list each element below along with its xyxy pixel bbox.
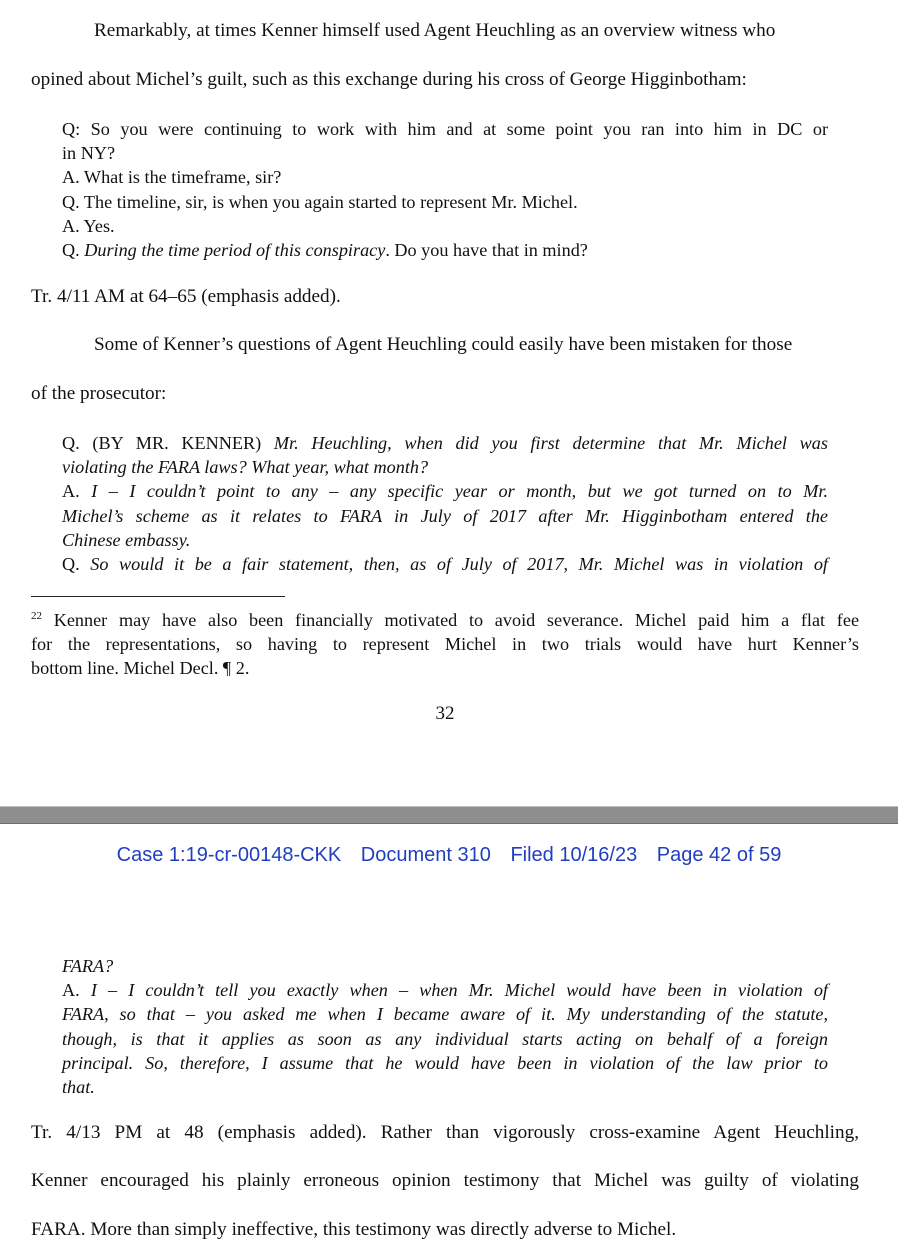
quote-3-line: A. I – I couldn’t tell you exactly when – when Mr. Michel would have been in violation of (62, 980, 828, 1001)
footnote-number: 22 (31, 610, 42, 622)
quote-3-line: principal. So, therefore, I assume that he would have been in violation of the law prior to (62, 1052, 828, 1073)
paragraph-1-line-2: opined about Michel’s guilt, such as this exchange during his cross of George Higginbotham: (31, 69, 747, 90)
quote-1-line: A. What is the timeframe, sir? (62, 167, 282, 188)
quote-2-line: Michel’s scheme as it relates to FARA in July of 2017 after Mr. Higginbotham entered the (62, 505, 828, 526)
quote-2-line: Q. (BY MR. KENNER) Mr. Heuchling, when did you first determine that Mr. Michel was (62, 433, 828, 453)
paragraph-1-line-1: Remarkably, at times Kenner himself used Agent Heuchling as an overview witness who (94, 20, 776, 41)
paragraph-3-line-2: Kenner encouraged his plainly erroneous opinion testimony that Michel was guilty of violating (31, 1170, 859, 1191)
quote-3-line: though, is that it applies as soon as any individual starts acting on behalf of a foreign (62, 1028, 828, 1049)
paragraph-3-line-1: Tr. 4/13 PM at 48 (emphasis added). Rather than vigorously cross-examine Agent Heuchling, (31, 1122, 859, 1143)
quote-2-line: violating the FARA laws? What year, what month? (62, 457, 429, 478)
quote-2-line: A. I – I couldn’t point to any – any specific year or month, but we got turned on to Mr. (62, 481, 828, 502)
page-number: 32 (435, 703, 455, 724)
header-case-number: Case 1:19-cr-00148-CKK (116, 844, 342, 866)
header-document-number: Document 310 (360, 844, 491, 866)
footnote-line: for the representations, so having to represent Michel in two trials would have hurt Kenner’s (31, 634, 859, 654)
footnote-line: $^{22}$ Kenner may have also been financially motivated to avoid severance. Michel paid him a flat fee (31, 610, 860, 630)
transcript-quote-2 (62, 431, 828, 576)
quote-1-line: in NY? (62, 143, 116, 164)
footnote-22 (31, 608, 859, 680)
quote-3-line: FARA? (62, 956, 114, 976)
paragraph-2-line-1: Some of Kenner’s questions of Agent Heuchling could easily have been mistaken for those (94, 334, 793, 355)
citation-1: Tr. 4/11 AM at 64–65 (emphasis added). (31, 286, 341, 307)
quote-3-line: that. (62, 1077, 95, 1098)
header-filed-date: Filed 10/16/23 (510, 844, 638, 866)
header-page-count: Page 42 of 59 (656, 844, 782, 866)
paragraph-2-line-2: of the prosecutor: (31, 383, 167, 404)
paragraph-3-line-3: FARA. More than simply ineffective, this testimony was directly adverse to Michel. (31, 1219, 677, 1240)
transcript-quote-1 (62, 117, 828, 262)
quote-1-line: A. Yes. (62, 215, 115, 236)
page-separator (0, 806, 898, 824)
quote-2-line: Q. So would it be a fair statement, then, as of July of 2017, Mr. Michel was in violation of (62, 554, 828, 575)
transcript-quote-3 (62, 954, 828, 1099)
footnote-divider (31, 596, 285, 597)
quote-3-line: FARA, so that – you asked me when I became aware of it. My understanding of the statute, (62, 1004, 828, 1025)
quote-1-line: Q. During the time period of this conspiracy. Do you have that in mind? (62, 240, 588, 261)
footnote-line: bottom line. Michel Decl. ¶ 2. (31, 658, 250, 678)
ecf-header (0, 844, 898, 867)
quote-1-line: Q: So you were continuing to work with him and at some point you ran into him in DC or (62, 119, 828, 139)
document-page-42 (0, 824, 898, 1252)
quote-2-line: Chinese embassy. (62, 529, 191, 550)
quote-1-line: Q. The timeline, sir, is when you again started to represent Mr. Michel. (62, 191, 578, 212)
